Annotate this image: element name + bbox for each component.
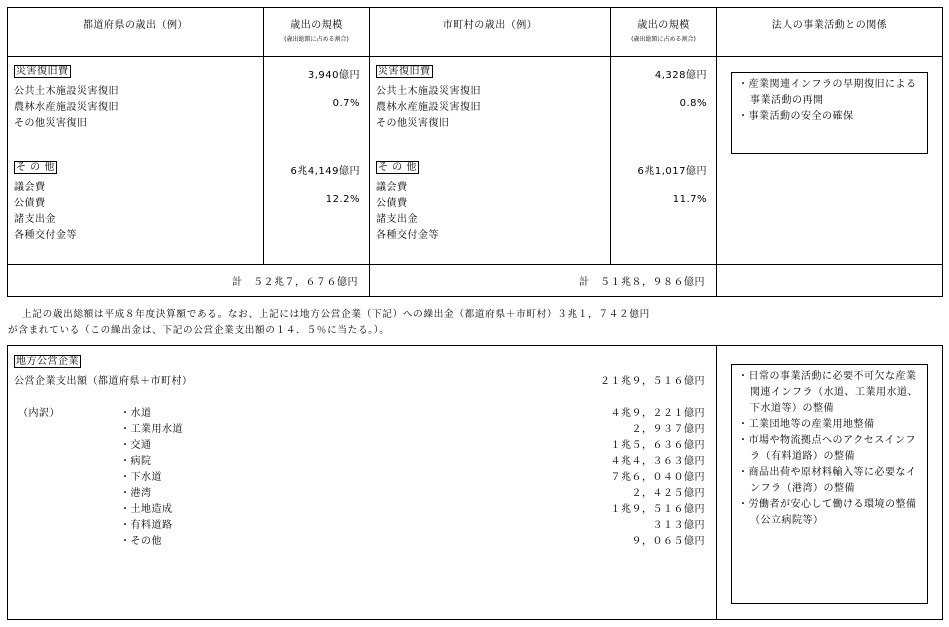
relation-item: ・工業団地等の産業用地整備 xyxy=(738,419,875,430)
top-table-border-right xyxy=(942,7,943,297)
top-table-col-divider-3 xyxy=(610,7,611,265)
relation-item: ・日常の事業活動に必要不可欠な産業関連インフラ（水道、工業用水道、下水道等）の整備 xyxy=(738,371,918,414)
muni-disaster-amount: 4,328億円 xyxy=(654,70,707,81)
header-muni-scale: 歳出の規模 xyxy=(637,20,690,31)
pref-disaster-item: 公共土木施設災害復旧 xyxy=(14,86,119,97)
header-pref-scale-note: (歳出総額に占める割合) xyxy=(284,36,349,43)
header-muni-expenditure: 市町村の歳出（例） xyxy=(442,20,538,31)
note-line-2: が含まれている（この繰出金は、下記の公営企業支出額の１４．５％に当たる。）。 xyxy=(8,325,390,336)
breakdown-label: （内訳） xyxy=(18,408,60,419)
breakdown-row-amount: １兆５，６３６億円 xyxy=(610,440,705,451)
breakdown-row-label: ・水道 xyxy=(120,408,152,419)
note-line-1: 上記の歳出総額は平成８年度決算額である。なお、上記には地方公営企業（下記）への繰出金（都道府県＋市町村）３兆１，７４２億円 xyxy=(22,309,650,320)
breakdown-row-amount: ４兆４，３６３億円 xyxy=(610,456,705,467)
pref-other-amount: 6兆4,149億円 xyxy=(290,166,360,177)
pref-disaster-item: 農林水産施設災害復旧 xyxy=(14,102,119,113)
bottom-table-border-bottom xyxy=(7,619,942,620)
public-enterprise-relation-box xyxy=(731,364,928,604)
top-table-col-divider-4 xyxy=(716,7,717,297)
muni-other-ratio: 11.7% xyxy=(672,194,707,205)
muni-other-item: 公債費 xyxy=(376,198,408,209)
muni-other-item: 議会費 xyxy=(376,182,408,193)
public-enterprise-total-amount: ２１兆９，５１６億円 xyxy=(600,376,705,387)
top-table-border-bottom xyxy=(7,296,942,297)
breakdown-row-label: ・その他 xyxy=(120,536,162,547)
breakdown-row-label: ・有料道路 xyxy=(120,520,173,531)
header-business-relation: 法人の事業活動との関係 xyxy=(771,20,888,31)
breakdown-row-amount: ７兆６，０４０億円 xyxy=(610,472,705,483)
muni-other-title: そ の 他 xyxy=(378,162,417,173)
relation-item: ・商品出荷や原材料輸入等に必要なインフラ（港湾）の整備 xyxy=(738,467,917,494)
bottom-table-col-divider xyxy=(716,345,717,620)
breakdown-row-amount: ９，０６５億円 xyxy=(631,536,705,547)
muni-disaster-item: その他災害復旧 xyxy=(376,118,450,129)
pref-disaster-item: その他災害復旧 xyxy=(14,118,88,129)
muni-disaster-title: 災害復旧費 xyxy=(378,66,431,77)
public-enterprise-title: 地方公営企業 xyxy=(16,356,79,367)
relation-item: ・産業関連インフラの早期復旧による事業活動の再開 xyxy=(738,79,917,106)
breakdown-row-label: ・下水道 xyxy=(120,472,162,483)
top-table-header-divider xyxy=(7,56,942,57)
bottom-table-border-right xyxy=(942,345,943,620)
header-muni-scale-note: (歳出総額に占める割合) xyxy=(631,36,696,43)
breakdown-row-label: ・土地造成 xyxy=(120,504,173,515)
breakdown-row-label: ・交通 xyxy=(120,440,152,451)
breakdown-row-amount: ３１３億円 xyxy=(652,520,705,531)
breakdown-row-amount: ２，９３７億円 xyxy=(631,424,705,435)
pref-other-item: 議会費 xyxy=(14,182,46,193)
business-relation-box xyxy=(731,72,928,154)
header-pref-scale: 歳出の規模 xyxy=(290,20,343,31)
pref-disaster-ratio: 0.7% xyxy=(332,98,360,109)
bottom-table-border-left xyxy=(7,345,8,620)
muni-other-amount: 6兆1,017億円 xyxy=(637,166,707,177)
breakdown-row-amount: １兆９，５１６億円 xyxy=(610,504,705,515)
top-table-col-divider-2 xyxy=(369,7,370,297)
top-table-total-divider xyxy=(7,264,942,265)
breakdown-row-amount: ２，４２５億円 xyxy=(631,488,705,499)
breakdown-row-amount: ４兆９，２２１億円 xyxy=(610,408,705,419)
pref-other-title: そ の 他 xyxy=(16,162,55,173)
breakdown-row-label: ・工業用水道 xyxy=(120,424,183,435)
pref-disaster-amount: 3,940億円 xyxy=(307,70,360,81)
top-table-border-left xyxy=(7,7,8,297)
muni-other-item: 各種交付金等 xyxy=(376,230,439,241)
top-table-border-top xyxy=(7,7,942,8)
pref-other-item: 各種交付金等 xyxy=(14,230,77,241)
public-enterprise-subtitle: 公営企業支出額（都道府県＋市町村） xyxy=(14,376,193,387)
breakdown-row-label: ・港湾 xyxy=(120,488,152,499)
pref-other-item: 諸支出金 xyxy=(14,214,56,225)
muni-disaster-item: 農林水産施設災害復旧 xyxy=(376,102,481,113)
relation-item: ・市場や物流拠点へのアクセスインフラ（有料道路）の整備 xyxy=(738,435,916,462)
pref-disaster-title: 災害復旧費 xyxy=(16,66,69,77)
pref-total: 計 ５２兆７，６７６億円 xyxy=(232,277,358,288)
muni-total: 計 ５１兆８，９８６億円 xyxy=(579,277,705,288)
muni-other-item: 諸支出金 xyxy=(376,214,418,225)
top-table-col-divider-1 xyxy=(263,7,264,265)
muni-disaster-ratio: 0.8% xyxy=(679,98,707,109)
pref-other-ratio: 12.2% xyxy=(325,194,360,205)
pref-other-item: 公債費 xyxy=(14,198,46,209)
relation-item: ・労働者が安心して働ける環境の整備（公立病院等） xyxy=(738,499,917,526)
breakdown-row-label: ・病院 xyxy=(120,456,152,467)
header-pref-expenditure: 都道府県の歳出（例） xyxy=(83,20,188,31)
muni-disaster-item: 公共土木施設災害復旧 xyxy=(376,86,481,97)
bottom-table-border-top xyxy=(7,345,942,346)
relation-item: ・事業活動の安全の確保 xyxy=(738,111,854,122)
